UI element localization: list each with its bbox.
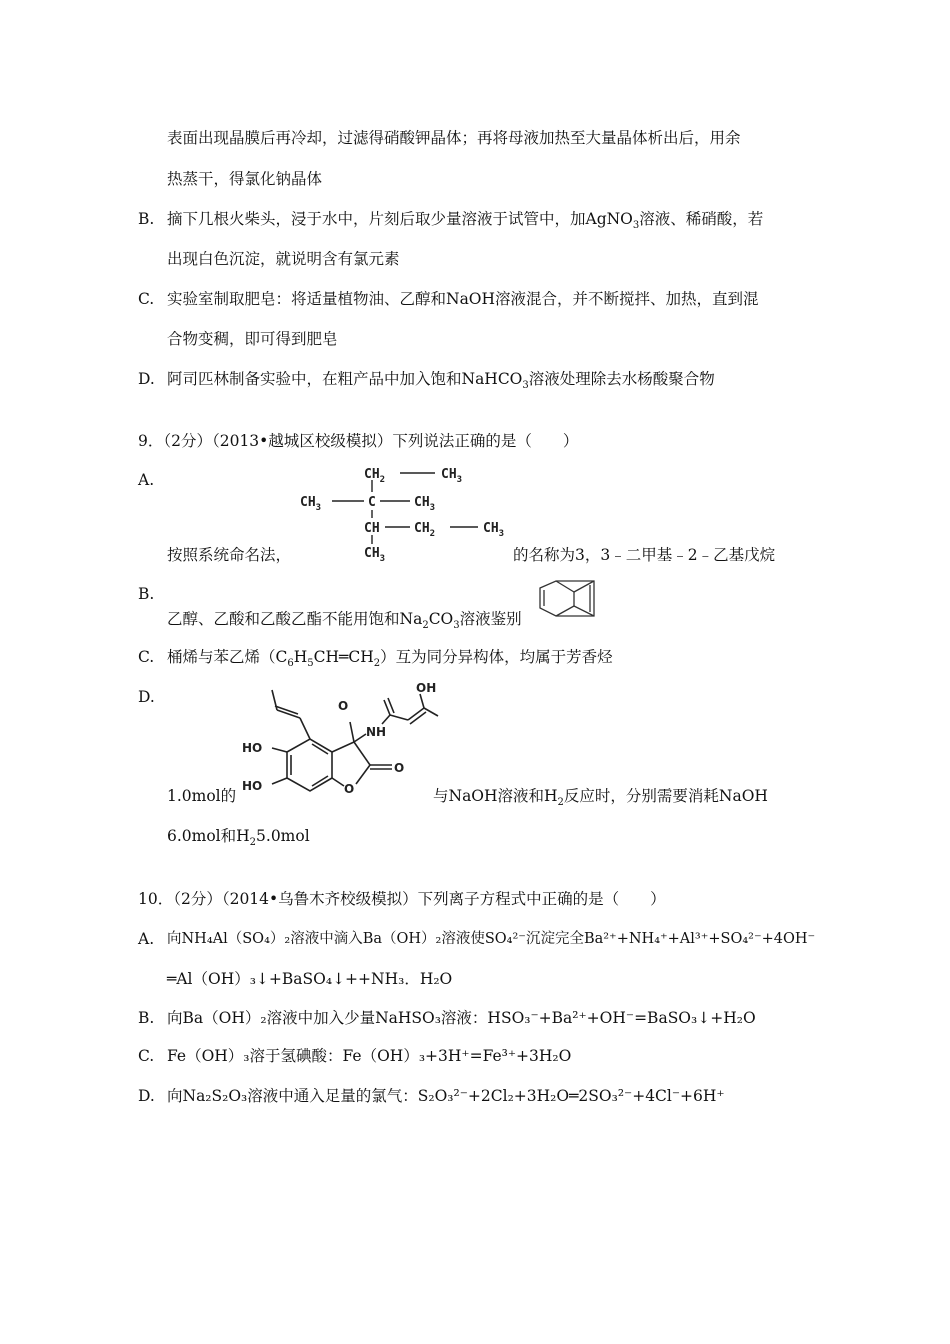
q10-stem: 10．（2分）（2014•乌鲁木齐校级模拟）下列离子方程式中正确的是（ ） — [138, 890, 666, 908]
q9-option-b-label: B. — [138, 585, 155, 603]
q9-option-b-text: 乙醇、乙酸和乙酸乙酯不能用饱和$Na_2CO_3$溶液鉴别 — [167, 610, 522, 632]
svg-text:OH: OH — [416, 681, 437, 695]
q9-option-d-label: D. — [138, 688, 155, 706]
q10-option-b-label: B. — [138, 1009, 155, 1027]
q9-option-d-line2: 6.0mol和$H_25.0mol$ — [167, 827, 310, 849]
svg-text:O: O — [338, 699, 349, 713]
q8-option-c-label: C. — [138, 290, 155, 308]
barrelene-structure — [534, 578, 600, 622]
q8-option-b-line2: 出现白色沉淀，就说明含有氯元素 — [167, 250, 400, 268]
svg-text:CH3: $CH_3$ — [300, 495, 322, 513]
svg-text:O: O — [394, 761, 405, 775]
q8-option-a-line1: 表面出现晶膜后再冷却，过滤得硝酸钾晶体；再将母液加热至大量晶体析出后，用余 — [167, 129, 741, 147]
q10-option-a-line2: ═Al（OH）₃↓+BaSO₄↓++NH₃．H₂O — [167, 970, 453, 988]
svg-text:HO: HO — [242, 779, 263, 793]
q10-option-a-line1: 向NH₄Al（SO₄）₂溶液中滴入Ba（OH）₂溶液使SO₄²⁻沉淀完全Ba²⁺+NH₄⁺+Al³⁺+SO₄²⁻+4OH⁻ — [167, 931, 816, 947]
svg-text:O: O — [344, 782, 355, 796]
q8-option-c-line1: 实验室制取肥皂：将适量植物油、乙醇和NaOH溶液混合，并不断搅拌、加热，直到混 — [167, 290, 759, 308]
q8-option-d-label: D. — [138, 370, 155, 388]
svg-text:C: C — [368, 495, 376, 510]
svg-text:CH3: $CH_3$ — [441, 467, 463, 485]
q10-option-d-label: D. — [138, 1087, 155, 1105]
q8-option-a-line2: 热蒸干，得氯化钠晶体 — [167, 170, 323, 188]
q9-option-c-label: C. — [138, 648, 155, 666]
q10-option-c-label: C. — [138, 1047, 155, 1065]
svg-text:CH2: $CH_2$ — [414, 521, 436, 539]
q9-a-structure-formula — [298, 460, 520, 562]
q9-d-molecule-structure — [232, 680, 442, 820]
svg-text:CH3: $CH_3$ — [483, 521, 505, 539]
q10-option-a-label: A. — [138, 930, 155, 948]
q10-option-d-text: 向Na₂S₂O₃溶液中通入足量的氯气：S₂O₃²⁻+2Cl₂+3H₂O═2SO₃²⁻+4Cl⁻+6H⁺ — [167, 1087, 725, 1105]
q8-option-b-line1: 摘下几根火柴头，浸于水中，片刻后取少量溶液于试管中，加AgNO$_3$溶液、稀硝酸，若 — [167, 210, 764, 232]
q9-option-d-text-tail: 与NaOH溶液和$H_2$反应时，分别需要消耗NaOH — [433, 787, 768, 809]
q8-option-b-label: B. — [138, 210, 155, 228]
q9-option-a-label: A. — [138, 471, 155, 489]
q10-option-c-text: Fe（OH）₃溶于氢碘酸：Fe（OH）₃+3H⁺=Fe³⁺+3H₂O — [167, 1047, 572, 1065]
svg-text:HO: HO — [242, 741, 263, 755]
q9-option-d-text: 1.0mol的 — [167, 787, 237, 805]
svg-text:NH: NH — [366, 725, 387, 739]
q8-option-d-line1: 阿司匹林制备实验中，在粗产品中加入饱和NaHCO$_3$溶液处理除去水杨酸聚合物 — [167, 370, 715, 392]
q9-option-c-text: 桶烯与苯乙烯$(C_6H_5CH═CH_2)$互为同分异构体，均属于芳香烃 — [167, 648, 613, 670]
q8-option-c-line2: 合物变稠，即可得到肥皂 — [167, 330, 338, 348]
q9-stem: 9．（2分）（2013•越城区校级模拟）下列说法正确的是（ ） — [138, 432, 579, 450]
svg-text:CH2: $CH_2$ — [364, 467, 386, 485]
q9-option-a-text-tail: 的名称为3，3﹣二甲基﹣2﹣乙基戊烷 — [513, 546, 776, 564]
svg-text:CH3: $CH_3$ — [364, 546, 386, 562]
svg-text:CH: CH — [364, 521, 380, 536]
q10-option-b-text: 向Ba（OH）₂溶液中加入少量NaHSO₃溶液：HSO₃⁻+Ba²⁺+OH⁻=BaSO₃↓+H₂O — [167, 1009, 756, 1027]
q9-option-a-text: 按照系统命名法， — [167, 546, 292, 564]
svg-text:CH3: $CH_3$ — [414, 495, 436, 513]
